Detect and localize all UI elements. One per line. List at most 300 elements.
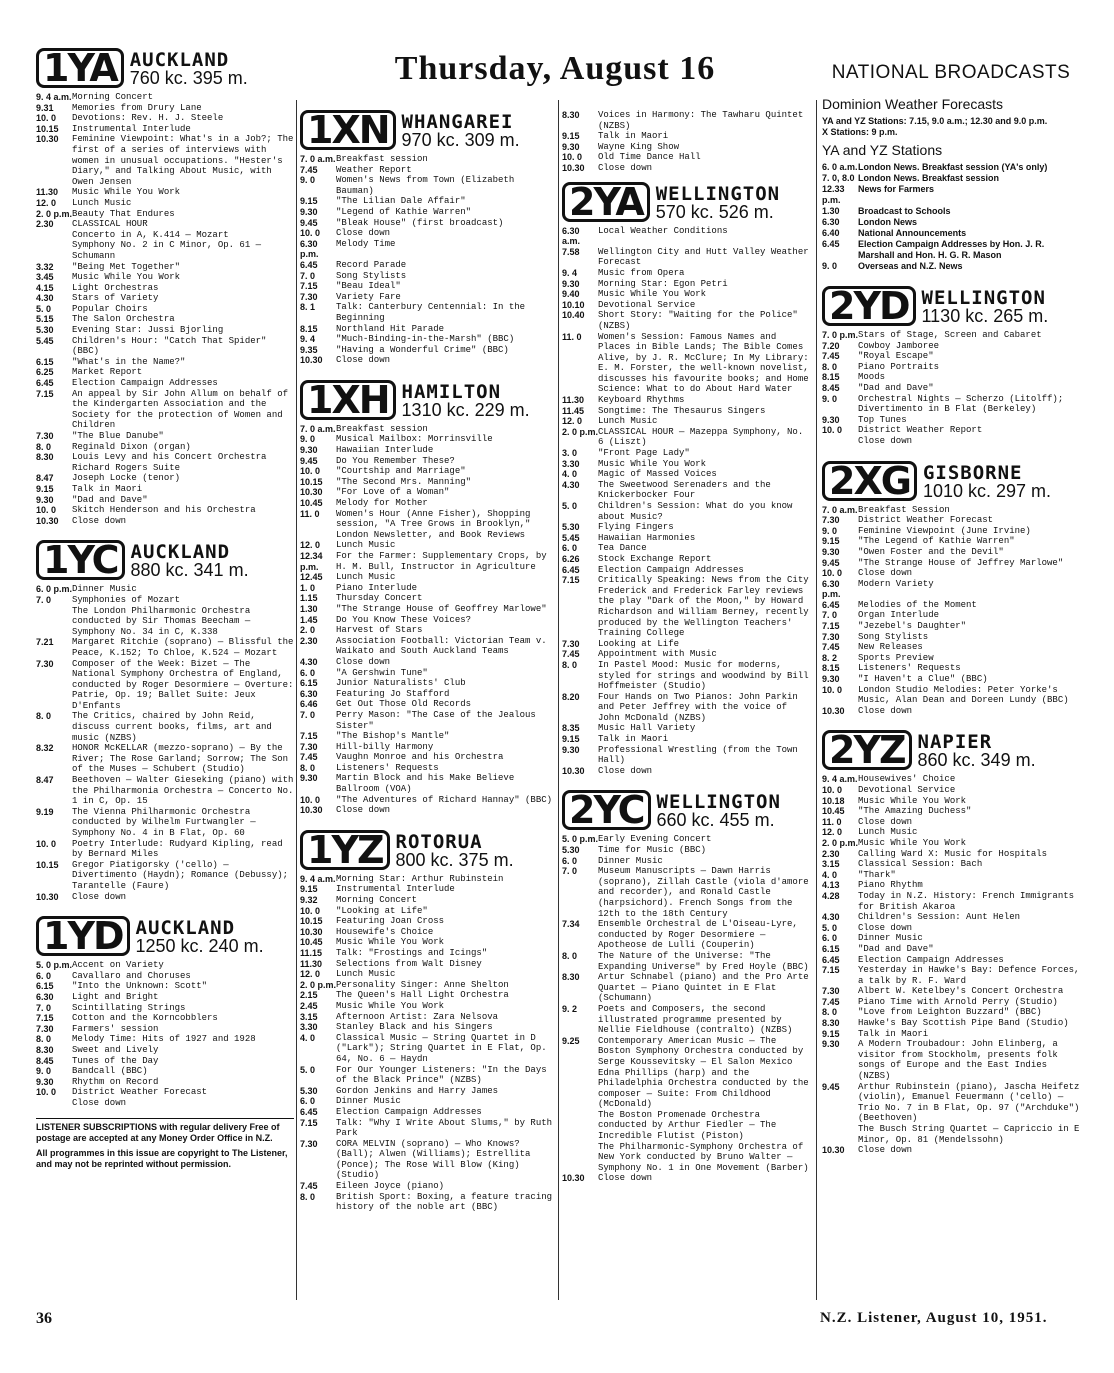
programme-title: Selections from Walt Disney: [336, 958, 482, 969]
programme-time: 5.30: [300, 1085, 318, 1096]
programme-item: [300, 281, 555, 292]
programme-title: A Modern Troubadour: John Elinberg, a visitor from Stockholm, presents folk songs of Europe and the East Indies (NZBS): [858, 1039, 1058, 1082]
programme-title: The Busch String Quartet — Capriccio in E Minor, Op. 81 (Mendelssohn): [858, 1124, 1080, 1145]
programme-item: [562, 522, 814, 533]
programme-time: 8.30: [36, 1044, 54, 1055]
programme-title: Devotions: Rev. H. J. Steele: [72, 113, 224, 124]
programme-item: [36, 325, 294, 336]
programme-time: 10.18: [822, 795, 845, 806]
programme-title: Variety Fare: [336, 291, 401, 302]
programme-time: 9.30: [300, 773, 318, 784]
programme-time: 7.15: [822, 965, 840, 976]
programme-item: [36, 272, 294, 283]
programme-title: Looking at Life: [598, 638, 680, 649]
programme-item: [822, 579, 1080, 600]
programme-item: [300, 239, 555, 260]
programme-item: [562, 131, 814, 142]
programme-time: 7. 0: [300, 270, 316, 281]
programme-title: "Into the Unknown: Scott": [72, 981, 208, 992]
programme-time: 6.15: [36, 981, 54, 992]
station-frequency: 800 kc. 375 m.: [395, 849, 514, 870]
programme-title: Close down: [598, 1173, 653, 1184]
programme-item: [562, 1173, 814, 1184]
programme-item: [822, 206, 1080, 217]
programme-item: [36, 1003, 294, 1014]
programme-time: 7. 0: [562, 866, 578, 877]
programme-item: [300, 916, 555, 927]
programme-item: [562, 845, 814, 856]
column-divider: [296, 100, 297, 1300]
programme-title: Skitch Henderson and his Orchestra: [72, 505, 256, 516]
programme-item: [36, 1077, 294, 1088]
programme-title: Sweet and Lively: [72, 1044, 159, 1055]
programme-title: Women's Hour (Anne Fisher), Shopping session, "A Tree Grows in Brooklyn," London Newsletter, and Book Reviews: [336, 508, 531, 540]
programme-title: "Legend of Kathie Warren": [336, 206, 472, 217]
programme-time: 11.45: [562, 405, 585, 416]
column-divider: [558, 100, 559, 1300]
programme-item: [36, 775, 294, 807]
programme-item: [300, 1096, 555, 1107]
programme-time: 8.47: [36, 473, 54, 484]
programme-title: "Jezebel's Daughter": [858, 621, 967, 632]
weather-line-1: YA and YZ Stations: 7.15, 9.0 a.m.; 12.30 and 9.0 p.m.: [822, 116, 1048, 126]
column-divider: [816, 100, 817, 1300]
programme-item: [300, 1022, 555, 1033]
programme-item: [36, 240, 294, 261]
programme-item: [822, 415, 1080, 426]
programme-title: Today in N.Z. History: French Immigrants for British Akaroa: [858, 890, 1075, 912]
programme-title: Hawaiian Harmonies: [598, 532, 696, 543]
programme-title: Close down: [858, 435, 913, 446]
programme-title: Music While You Work: [598, 289, 707, 300]
programme-item: [300, 927, 555, 938]
programme-item: [822, 330, 1080, 341]
programme-time: 5.30: [562, 845, 580, 856]
programme-time: 7.15: [36, 388, 54, 399]
station-frequency: 880 kc. 341 m.: [130, 560, 249, 581]
programme-item: [822, 162, 1080, 173]
programme-item: [562, 575, 814, 639]
programme-time: 6. 0: [562, 543, 578, 554]
programme-title: Gregor Piatigorsky ('cello) — Divertimento (Haydn); Romance (Debussy); Tarantelle (Faure): [72, 859, 289, 891]
programme-item: [562, 554, 814, 565]
programme-title: Talk: Canterbury Centennial: In the Beginning: [336, 302, 526, 323]
programme-item: [300, 1086, 555, 1097]
station-name: AUCKLAND: [129, 49, 230, 71]
programme-item: [300, 615, 555, 626]
programme-title: Music Hall Variety: [598, 723, 696, 734]
programme-title: Close down: [336, 656, 391, 667]
programme-title: London News: [858, 217, 917, 227]
programme-time: 11. 0: [562, 331, 582, 342]
programme-item: [300, 742, 555, 753]
programme-item: [822, 796, 1080, 807]
programme-time: 7.30: [36, 658, 54, 669]
programme-time: 8.15: [822, 372, 840, 383]
programme-item: [562, 142, 814, 153]
programme-item: [36, 262, 294, 273]
station-frequency: 1310 kc. 229 m.: [401, 399, 530, 420]
programme-title: "Having a Wonderful Crime" (BBC): [336, 344, 509, 355]
programme-item: [822, 341, 1080, 352]
programme-time: 9.15: [300, 196, 318, 207]
station-name: WHANGAREI: [401, 111, 514, 133]
programme-time: 12.33 p.m.: [822, 184, 845, 205]
programme-time: 9. 0: [300, 434, 316, 445]
programme-item: [300, 477, 555, 488]
programme-time: 9. 4: [562, 267, 578, 278]
programme-title: Breakfast session: [336, 423, 428, 434]
programme-item: [300, 937, 555, 948]
programme-time: 10. 0: [300, 466, 321, 477]
programme-title: Melodies of the Moment: [858, 599, 977, 610]
programme-title: Stars of Variety: [72, 293, 159, 304]
programme-time: 10.30: [36, 891, 59, 902]
programme-title: Stanley Black and his Singers: [336, 1022, 493, 1033]
programme-item: [562, 300, 814, 311]
programme-title: Beethoven — Walter Gieseking (piano) with the Philharmonia Orchestra — Concerto No. 1 in C, Op. 15: [72, 775, 294, 807]
station-callsign: 1XH: [300, 380, 396, 420]
programme-item: [36, 389, 294, 431]
programme-time: 9.30: [300, 445, 318, 456]
programme-time: 7. 0, 8.0: [822, 173, 855, 183]
programme-item: [822, 1018, 1080, 1029]
station-name: WELLINGTON: [656, 791, 781, 814]
programme-time: 7.45: [822, 642, 840, 653]
programme-item: [822, 362, 1080, 373]
programme-time: 6. 0: [36, 970, 52, 981]
programme-time: 4.28: [822, 890, 840, 901]
programme-item: [36, 304, 294, 315]
programme-item: [822, 944, 1080, 955]
programme-item: [300, 990, 555, 1001]
programme-time: 11.30: [36, 187, 59, 198]
programme-time: 9.19: [36, 806, 54, 817]
programme-item: [300, 884, 555, 895]
programme-title: Musical Mailbox: Morrinsville: [336, 434, 493, 445]
programme-title: Symphonies of Mozart: [72, 594, 181, 605]
programme-time: 10. 0: [822, 684, 843, 695]
programme-item: [822, 986, 1080, 997]
programme-item: [36, 187, 294, 198]
programme-title: Talk in Maori: [598, 734, 669, 745]
programme-time: 9.30: [562, 744, 580, 755]
programme-title: Lunch Music: [858, 827, 918, 838]
programme-item: [562, 919, 814, 951]
programme-item: [36, 124, 294, 135]
programme-time: 8.30: [562, 110, 580, 120]
programme-item: [300, 604, 555, 615]
programme-item: [822, 558, 1080, 569]
station-info: [136, 919, 264, 956]
programme-title: CLASSICAL HOUR: [72, 219, 148, 230]
programme-item: [562, 332, 814, 396]
programme-title: Bandcall (BBC): [72, 1066, 148, 1077]
programme-item: [300, 345, 555, 356]
programme-title: Election Campaign Addresses: [336, 1106, 482, 1117]
programme-title: Personality Singer: Anne Shelton: [336, 979, 509, 990]
programme-title: "The Blue Danube": [72, 431, 164, 441]
programme-item: [562, 1142, 814, 1174]
programme-item: [822, 505, 1080, 516]
programme-time: 8. 1: [300, 302, 316, 313]
programme-time: 8.15: [822, 663, 840, 674]
station-name: NAPIER: [917, 731, 993, 754]
programme-title: Professional Wrestling (from the Town Hall): [598, 744, 798, 766]
programme-title: National Announcements: [858, 228, 967, 238]
programme-item: [36, 484, 294, 495]
programme-time: 1.15: [300, 593, 318, 604]
programme-title: In Pastel Mood: Music for moderns, styled for strings and woodwind by Bill Hoffmeister (Studio): [598, 659, 809, 692]
programme-time: 3.45: [36, 272, 54, 283]
programme-time: 5.45: [36, 335, 54, 346]
programme-time: 4.15: [36, 282, 54, 293]
programme-title: Concerto in A, K.414 — Mozart: [72, 229, 229, 240]
programme-time: 8.45: [36, 1055, 54, 1066]
programme-item: [822, 1029, 1080, 1040]
station-1ya: [36, 48, 294, 88]
programme-time: 9. 4 a.m.: [822, 774, 858, 785]
programme-item: [36, 1056, 294, 1067]
programme-item: [562, 1036, 814, 1068]
programme-time: 7.15: [300, 1117, 318, 1128]
programme-time: 6.30 p.m.: [300, 238, 319, 260]
programme-time: 7.30: [822, 631, 840, 642]
programme-time: 8. 0: [562, 950, 578, 961]
programme-1yz: [300, 874, 555, 1213]
programme-title: Four Hands on Two Pianos: John Parkin and Peter Jeffrey with the voice of John McDonald (NZBS): [598, 691, 798, 723]
station-info: [655, 182, 781, 222]
programme-time: 9. 0: [300, 175, 316, 186]
station-name: GISBORNE: [922, 461, 1023, 484]
station-info: [402, 113, 520, 150]
programme-title: London News. Breakfast session: [858, 173, 1000, 183]
programme-time: 10.30: [300, 487, 323, 498]
programme-time: 7.30: [300, 291, 318, 302]
programme-time: 6.26: [562, 553, 580, 564]
page-title: Thursday, August 16: [394, 50, 716, 87]
programme-title: Cavallaro and Choruses: [72, 970, 191, 981]
programme-title: Devotional Service: [598, 299, 696, 310]
programme-item: [822, 383, 1080, 394]
programme-title: Voices in Harmony: The Tawharu Quintet (NZBS): [598, 110, 804, 131]
programme-time: 9.40: [562, 289, 580, 300]
programme-title: The Queen's Hall Light Orchestra: [336, 990, 509, 1001]
programme-time: 7.15: [300, 731, 318, 742]
programme-item: [562, 416, 814, 427]
programme-item: [300, 551, 555, 572]
programme-title: British Sport: Boxing, a feature tracing history of the noble art (BBC): [336, 1191, 553, 1213]
programme-time: 2.15: [300, 990, 318, 1001]
programme-time: 11.30: [300, 958, 323, 969]
programme-time: [822, 1124, 858, 1145]
programme-item: [562, 427, 814, 448]
programme-time: 4.30: [36, 293, 54, 304]
programme-time: 6. 0: [300, 1096, 316, 1107]
station-frequency: 1130 kc. 265 m.: [921, 306, 1049, 326]
programme-time: 9.35: [300, 344, 318, 355]
programme-time: 7.45: [822, 996, 840, 1007]
programme-title: "I Haven't a Clue" (BBC): [858, 674, 988, 685]
programme-title: The Vienna Philharmonic Orchestra conducted by Wilhelm Furtwangler — Symphony No. 4 in B Flat, Op. 60: [72, 806, 256, 838]
programme-time: 9.45: [822, 557, 840, 568]
programme-time: 1.30: [300, 603, 318, 614]
programme-time: 6.15: [300, 678, 318, 689]
programme-time: 7.45: [300, 164, 318, 175]
programme-time: 2. 0 p.m.: [822, 837, 859, 848]
programme-title: Music While You Work: [72, 272, 181, 283]
programme-title: "The Adventures of Richard Hannay" (BBC): [336, 794, 553, 805]
programme-time: 7.21: [36, 637, 54, 648]
station-callsign: 1YA: [36, 48, 124, 88]
programme-item: [36, 516, 294, 527]
programme-title: Museum Manuscripts — Dawn Harris (soprano), Zillah Castle (viola d'amore and recorder), and Ronald Castle (harpsichord). French Songs from the 12th to the 18th Century: [598, 866, 809, 919]
national-list: [822, 162, 1080, 272]
programme-title: "The Strange House of Jeffrey Marlowe": [858, 557, 1064, 568]
programme-item: [822, 806, 1080, 817]
programme-time: 2. 0 p.m.: [562, 426, 599, 437]
copyright-text: All programmes in this issue are copyright to The Listener, and may not be reprinted without permission.: [36, 1148, 288, 1170]
programme-time: 4. 0: [822, 869, 838, 880]
programme-title: Piano Portraits: [858, 361, 940, 372]
programme-item: [36, 198, 294, 209]
programme-time: 6.30: [36, 991, 54, 1002]
station-callsign: 1YC: [36, 540, 125, 580]
programme-title: Beauty That Endures: [72, 208, 175, 219]
programme-time: 7.30: [36, 1023, 54, 1034]
programme-item: [822, 1039, 1080, 1081]
programme-title: Songtime: The Thesaurus Singers: [598, 405, 766, 416]
programme-title: Melody for Mother: [336, 498, 428, 509]
programme-time: 5. 0 p.m.: [562, 834, 599, 845]
programme-item: [822, 217, 1080, 228]
programme-title: CLASSICAL HOUR — Mazeppa Symphony, No. 6 (Liszt): [598, 426, 804, 448]
programme-time: 2. 0: [300, 625, 316, 636]
programme-item: [300, 498, 555, 509]
programme-time: 9. 0: [822, 525, 838, 536]
programme-title: Dinner Music: [72, 584, 137, 595]
station-info: [657, 793, 781, 830]
programme-title: Close down: [336, 228, 391, 239]
programme-time: 9. 2: [562, 1003, 578, 1014]
programme-item: [300, 1001, 555, 1012]
programme-title: Eileen Joyce (piano): [336, 1181, 445, 1192]
programme-title: Talk: "Why I Write About Slums," by Ruth Park: [336, 1117, 553, 1139]
programme-title: Piano Interlude: [336, 582, 418, 593]
programme-item: [36, 505, 294, 516]
programme-time: 11. 0: [300, 508, 320, 519]
programme-title: New Releases: [858, 642, 923, 653]
programme-item: [562, 448, 814, 459]
programme-item: [822, 849, 1080, 860]
programme-title: Morning Concert: [72, 92, 154, 102]
programme-time: 7.45: [300, 752, 318, 763]
programme-time: 10.30: [562, 162, 585, 173]
programme-title: Election Campaign Addresses: [72, 378, 218, 389]
programme-title: Organ Interlude: [858, 610, 940, 621]
programme-title: Moods: [858, 372, 886, 383]
programme-item: [822, 173, 1080, 184]
column-4: [822, 92, 1080, 1156]
programme-title: Lunch Music: [598, 416, 658, 427]
programme-title: Memories from Drury Lane: [72, 102, 202, 113]
programme-title: Do You Remember These?: [336, 455, 455, 466]
programme-title: Talk in Maori: [72, 483, 143, 494]
programme-title: Symphony No. 2 in C Minor, Op. 61 — Schumann: [72, 240, 262, 261]
programme-title: Tea Dance: [598, 543, 647, 554]
station-frequency: 660 kc. 455 m.: [656, 810, 775, 831]
programme-item: [300, 959, 555, 970]
programme-title: "Owen Foster and the Devil": [858, 546, 1004, 557]
programme-title: "Dad and Dave": [72, 494, 148, 505]
programme-title: Artur Schnabel (piano) and the Pro Arte Quartet — Piano Quintet in E Flat (Schumann): [598, 972, 809, 1004]
programme-item: [822, 536, 1080, 547]
programme-time: [36, 1098, 72, 1109]
programme-time: 6. 0 a.m.: [822, 162, 858, 172]
programme-title: Talk in Maori: [598, 131, 669, 142]
programme-title: Melody Time: Hits of 1927 and 1928: [72, 1034, 256, 1045]
programme-title: "The Strange House of Geoffrey Marlowe": [336, 603, 547, 614]
programme-title: Composer of the Week: Bizet — The National Symphony Orchestra of England, conducted by Roger Desormiere — Overture: Patrie, Op. 19; Ballet Suite: Jeux D'Enfants: [72, 658, 294, 711]
programme-item: [562, 247, 814, 268]
programme-time: 10.30: [822, 1145, 845, 1156]
station-callsign: 2YC: [562, 790, 651, 830]
programme-title: "Royal Escape": [858, 351, 934, 362]
programme-time: 5. 0: [300, 1064, 316, 1075]
programme-time: 10.10: [562, 299, 585, 310]
programme-item: [300, 1192, 555, 1213]
programme-time: 8.47: [36, 775, 54, 786]
programme-item: [562, 543, 814, 554]
programme-time: 10. 0: [300, 228, 321, 239]
programme-item: [36, 606, 294, 638]
programme-item: [822, 933, 1080, 944]
programme-item: [300, 710, 555, 731]
programme-item: [36, 1087, 294, 1098]
programme-title: Lunch Music: [72, 197, 132, 208]
programme-item: [822, 685, 1080, 706]
programme-time: 9. 0: [822, 261, 838, 271]
programme-time: 2.45: [300, 1000, 318, 1011]
programme-title: "Front Page Lady": [598, 448, 690, 459]
programme-time: 10.45: [300, 498, 323, 509]
programme-title: Close down: [858, 1145, 913, 1156]
programme-title: "What's in the Name?": [72, 356, 186, 367]
station-1xh: [300, 377, 555, 422]
programme-title: Tunes of the Day: [72, 1055, 159, 1066]
programme-time: 8.35: [562, 723, 580, 734]
programme-item: [36, 113, 294, 124]
programme-title: Stars of Stage, Screen and Cabaret: [858, 330, 1042, 340]
programme-time: 4.30: [300, 656, 318, 667]
programme-title: Close down: [598, 765, 653, 776]
programme-time: 5. 0: [36, 303, 52, 314]
programme-item: [822, 1007, 1080, 1018]
programme-time: 5. 0 p.m.: [36, 960, 73, 971]
programme-item: [822, 870, 1080, 881]
programme-title: Music While You Work: [858, 795, 967, 806]
programme-title: Perry Mason: "The Case of the Jealous Sister": [336, 709, 536, 731]
programme-time: 8.30: [562, 972, 580, 983]
programme-item: [822, 351, 1080, 362]
programme-item: [36, 209, 294, 220]
programme-title: "The Second Mrs. Manning": [336, 476, 472, 487]
programme-time: 7. 0 p.m.: [822, 330, 859, 340]
programme-title: The Salon Orchestra: [72, 314, 175, 325]
programme-time: [822, 436, 858, 447]
programme-time: 3. 0: [562, 448, 578, 459]
programme-item: [36, 807, 294, 839]
